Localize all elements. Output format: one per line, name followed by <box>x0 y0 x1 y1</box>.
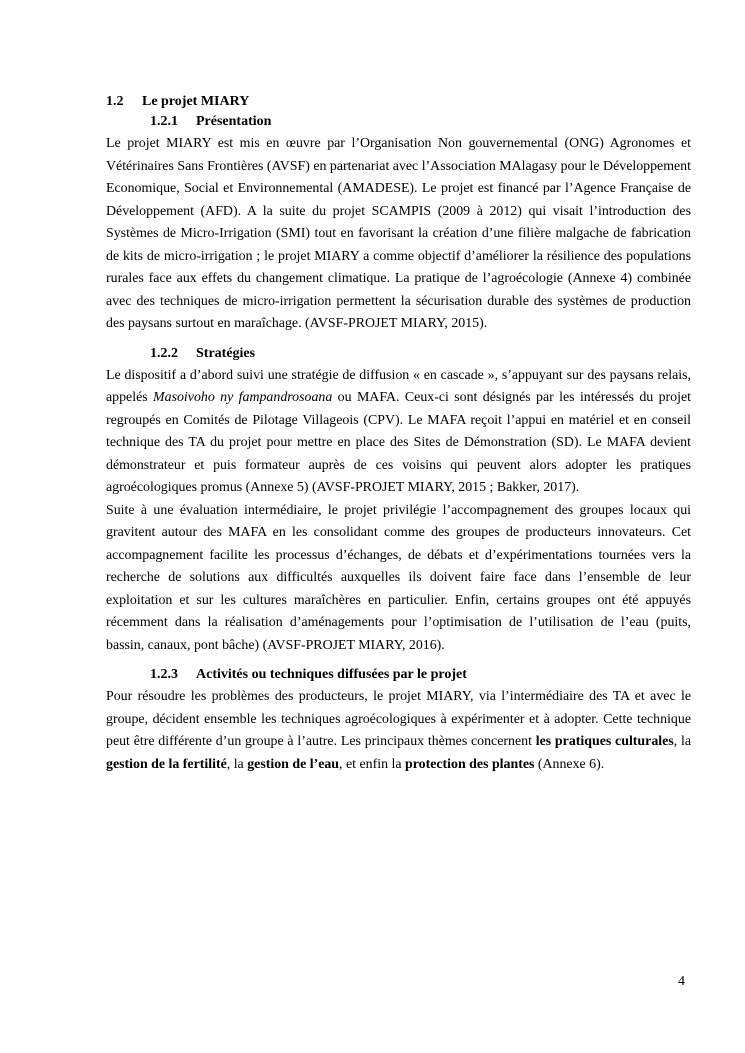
text-run: ou MAFA. Ceux-ci sont désignés par les intéressés du projet regroupés en Comités de Pilotage Villageois (CPV). Le MAFA reçoit l’appui en matériel et en conseil technique des TA du projet pour mettre en place des Sites de Démonstration (SD). Le MAFA devient démonstrateur et puis formateur auprès de ces voisins qui peuvent alors adopter les pratiques agroécologiques promus (Annexe 5) (AVSF-PROJET MIARY, 2015 ; Bakker, 2017). <box>106 390 692 495</box>
section-number: 1.2.2 <box>150 345 178 361</box>
text-run: , la <box>226 756 248 772</box>
section-number: 1.2.1 <box>150 114 178 129</box>
page-number: 4 <box>678 974 685 989</box>
section-heading-1-2 <box>106 92 691 112</box>
section-heading-1-2-2 <box>150 344 691 364</box>
section-title: Stratégies <box>196 345 256 361</box>
text-run: Pour résoudre les problèmes des producteurs, le projet MIARY, via l’intermédiaire des TA et avec le groupe, décident ensemble les techniques agroécologiques à expérimenter et à adopter. Cette technique peut être différente d’un groupe à l’autre. Les principaux thèmes concernent <box>106 689 691 749</box>
paragraph-presentation: Le projet MIARY est mis en œuvre par l’Organisation Non gouvernemental (ONG) Agronomes et Vétérinaires Sans Frontières (AVSF) en partenariat avec l’Association MAlagasy pour le Développement Economique, Social et Environnemental (AMADESE). Le projet est financé par l’Agence Française de Développement (AFD). A la suite du projet SCAMPIS (2009 à 2012) qui visait l’introduction des Systèmes de Micro-Irrigation (SMI) tout en favorisant la création d’une filière malgache de fabrication de kits de micro-irrigation ; le projet MIARY a comme objectif d’améliorer la résilience des populations rurales face aux effets du changement climatique. La pratique de l’agroécologie (Annexe 4) combinée avec des techniques de micro-irrigation permettent la sécurisation durable des systèmes de production des paysans surtout en maraîchage. (AVSF-PROJET MIARY, 2015). <box>106 136 691 331</box>
bold-term: gestion de la fertilité <box>106 756 227 772</box>
section-number: 1.2 <box>106 94 124 109</box>
bold-term: gestion de l’eau <box>247 756 340 772</box>
paragraph-strategies-1 <box>106 365 691 500</box>
section-number: 1.2.3 <box>150 667 178 682</box>
text-run: , la <box>673 734 691 749</box>
section-title: Présentation <box>196 114 272 129</box>
section-heading-1-2-3 <box>150 665 691 685</box>
section-title: Activités ou techniques diffusées par le projet <box>196 667 467 682</box>
paragraph-activities <box>106 686 691 776</box>
section-title: Le projet MIARY <box>142 94 250 109</box>
bold-term: les pratiques culturales <box>535 734 674 749</box>
bold-term: protection des plantes <box>405 756 535 772</box>
text-run: , et enfin la <box>339 756 406 772</box>
section-heading-1-2-1 <box>150 112 691 132</box>
text-run: (Annexe 6). <box>534 756 605 772</box>
italic-term: Masoivoho ny fampandrosoana <box>153 390 333 405</box>
paragraph-strategies-2: Suite à une évaluation intermédiaire, le projet privilégie l’accompagnement des groupes locaux qui gravitent autour des MAFA en les consolidant comme des groupes de producteurs innovateurs. Cet accompagnement facilite les processus d’échanges, de débats et d’expérimentations tournées vers la recherche de solutions aux difficultés auxquelles ils doivent faire face dans l’ensemble de leur exploitation et sur les cultures maraîchères en particulier. Enfin, certains groupes ont été appuyés récemment dans la réalisation d’aménagements pour l’optimisation de l’utilisation de l’eau (puits, bassin, canaux, pont bâche) (AVSF-PROJET MIARY, 2016). <box>106 502 691 653</box>
text-run: Le dispositif a d’abord suivi une stratégie de diffusion « en cascade », s’appuyant sur des paysans relais, appelés <box>106 367 691 405</box>
page-content <box>106 92 691 776</box>
